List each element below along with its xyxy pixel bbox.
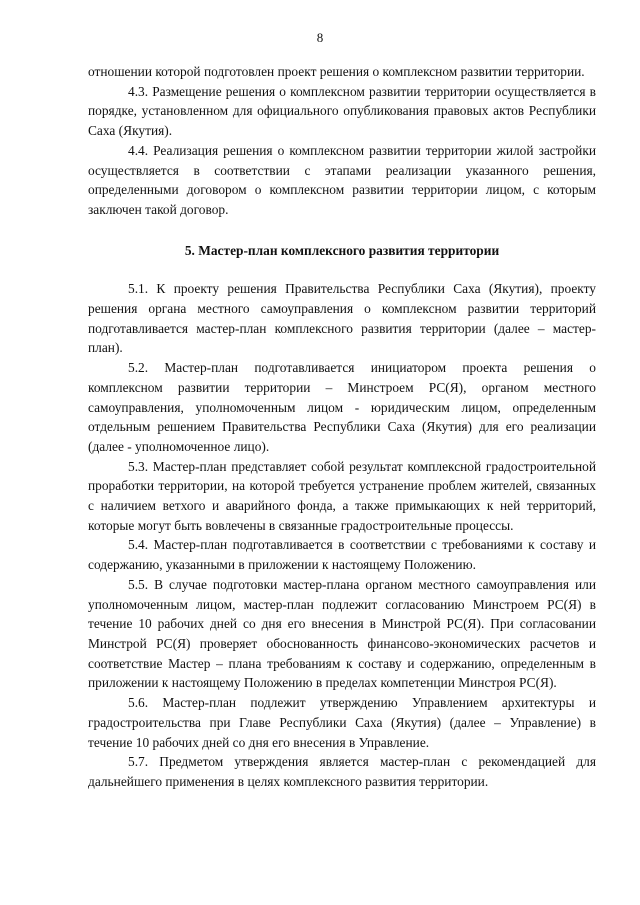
paragraphs-after-heading — [88, 279, 596, 791]
paragraphs-before-heading — [88, 62, 596, 220]
section-heading: 5. Мастер-план комплексного развития территории — [184, 242, 500, 258]
paragraph: 4.4. Реализация решения о комплексном развитии территории жилой застройки осуществляется в соответствии с этапами реализации указанного решения, определенными договором о комплексном развитии территории лицом, с которым заключен такой договор. — [88, 142, 596, 217]
paragraph: отношении которой подготовлен проект решения о комплексном развитии территории. — [88, 64, 585, 79]
page-number: 8 — [316, 30, 324, 45]
paragraph: 5.7. Предметом утверждения является мастер-план с рекомендацией для дальнейшего применения в целях комплексного развития территории. — [88, 754, 596, 789]
paragraph: 5.3. Мастер-план представляет собой результат комплексной градостроительной проработки территории, на которой требуется устранение проблем жителей, связанных с наличием ветхого и аварийного фонда, а также примыкающих к ней территорий, которые могут быть вовлечены в связанные градостроительные процессы. — [88, 458, 596, 533]
paragraph: 5.4. Мастер-план подготавливается в соответствии с требованиями к составу и содержанию, указанными в приложении к настоящему Положению. — [88, 537, 596, 573]
paragraph: 5.1. К проекту решения Правительства Республики Саха (Якутия), проекту решения органа местного самоуправления о комплексном развитии территорий подготавливается мастер-план комплексного развития территории (далее – мастер-план). — [88, 281, 596, 356]
paragraph: 5.2. Мастер-план подготавливается инициатором проекта решения о комплексном развитии территории – Минстроем РС(Я), органом местного самоуправления, уполномоченным лицом - юридическим лицом, определенным отдельным решением Правительства Республики Саха (Якутия) для его реализации (далее - уполномоченное лицо). — [88, 360, 596, 454]
paragraph: 5.5. В случае подготовки мастер-плана органом местного самоуправления или уполномоченным лицом, мастер-план подлежит согласованию Минстроем РС(Я) в течение 10 рабочих дней со дня его внесения в Минстрой РС(Я). При согласовании Минстрой РС(Я) проверяет обоснованность финансово-экономических расчетов и соответствие Мастер – плана требованиям к составу и содержанию, определенным в приложении к настоящему Положению в пределах компетенции Минстроя РС(Я). — [88, 576, 596, 691]
paragraph: 4.3. Размещение решения о комплексном развитии территории осуществляется в порядке, установленном для официального опубликования правовых актов Республики Саха (Якутия). — [88, 83, 596, 139]
paragraph: 5.6. Мастер-план подлежит утверждению Управлением архитектуры и градостроительства при Главе Республики Саха (Якутия) (далее – Управление) в течение 10 рабочих дней со дня его внесения в Управление. — [88, 695, 596, 750]
document-body — [88, 62, 596, 792]
